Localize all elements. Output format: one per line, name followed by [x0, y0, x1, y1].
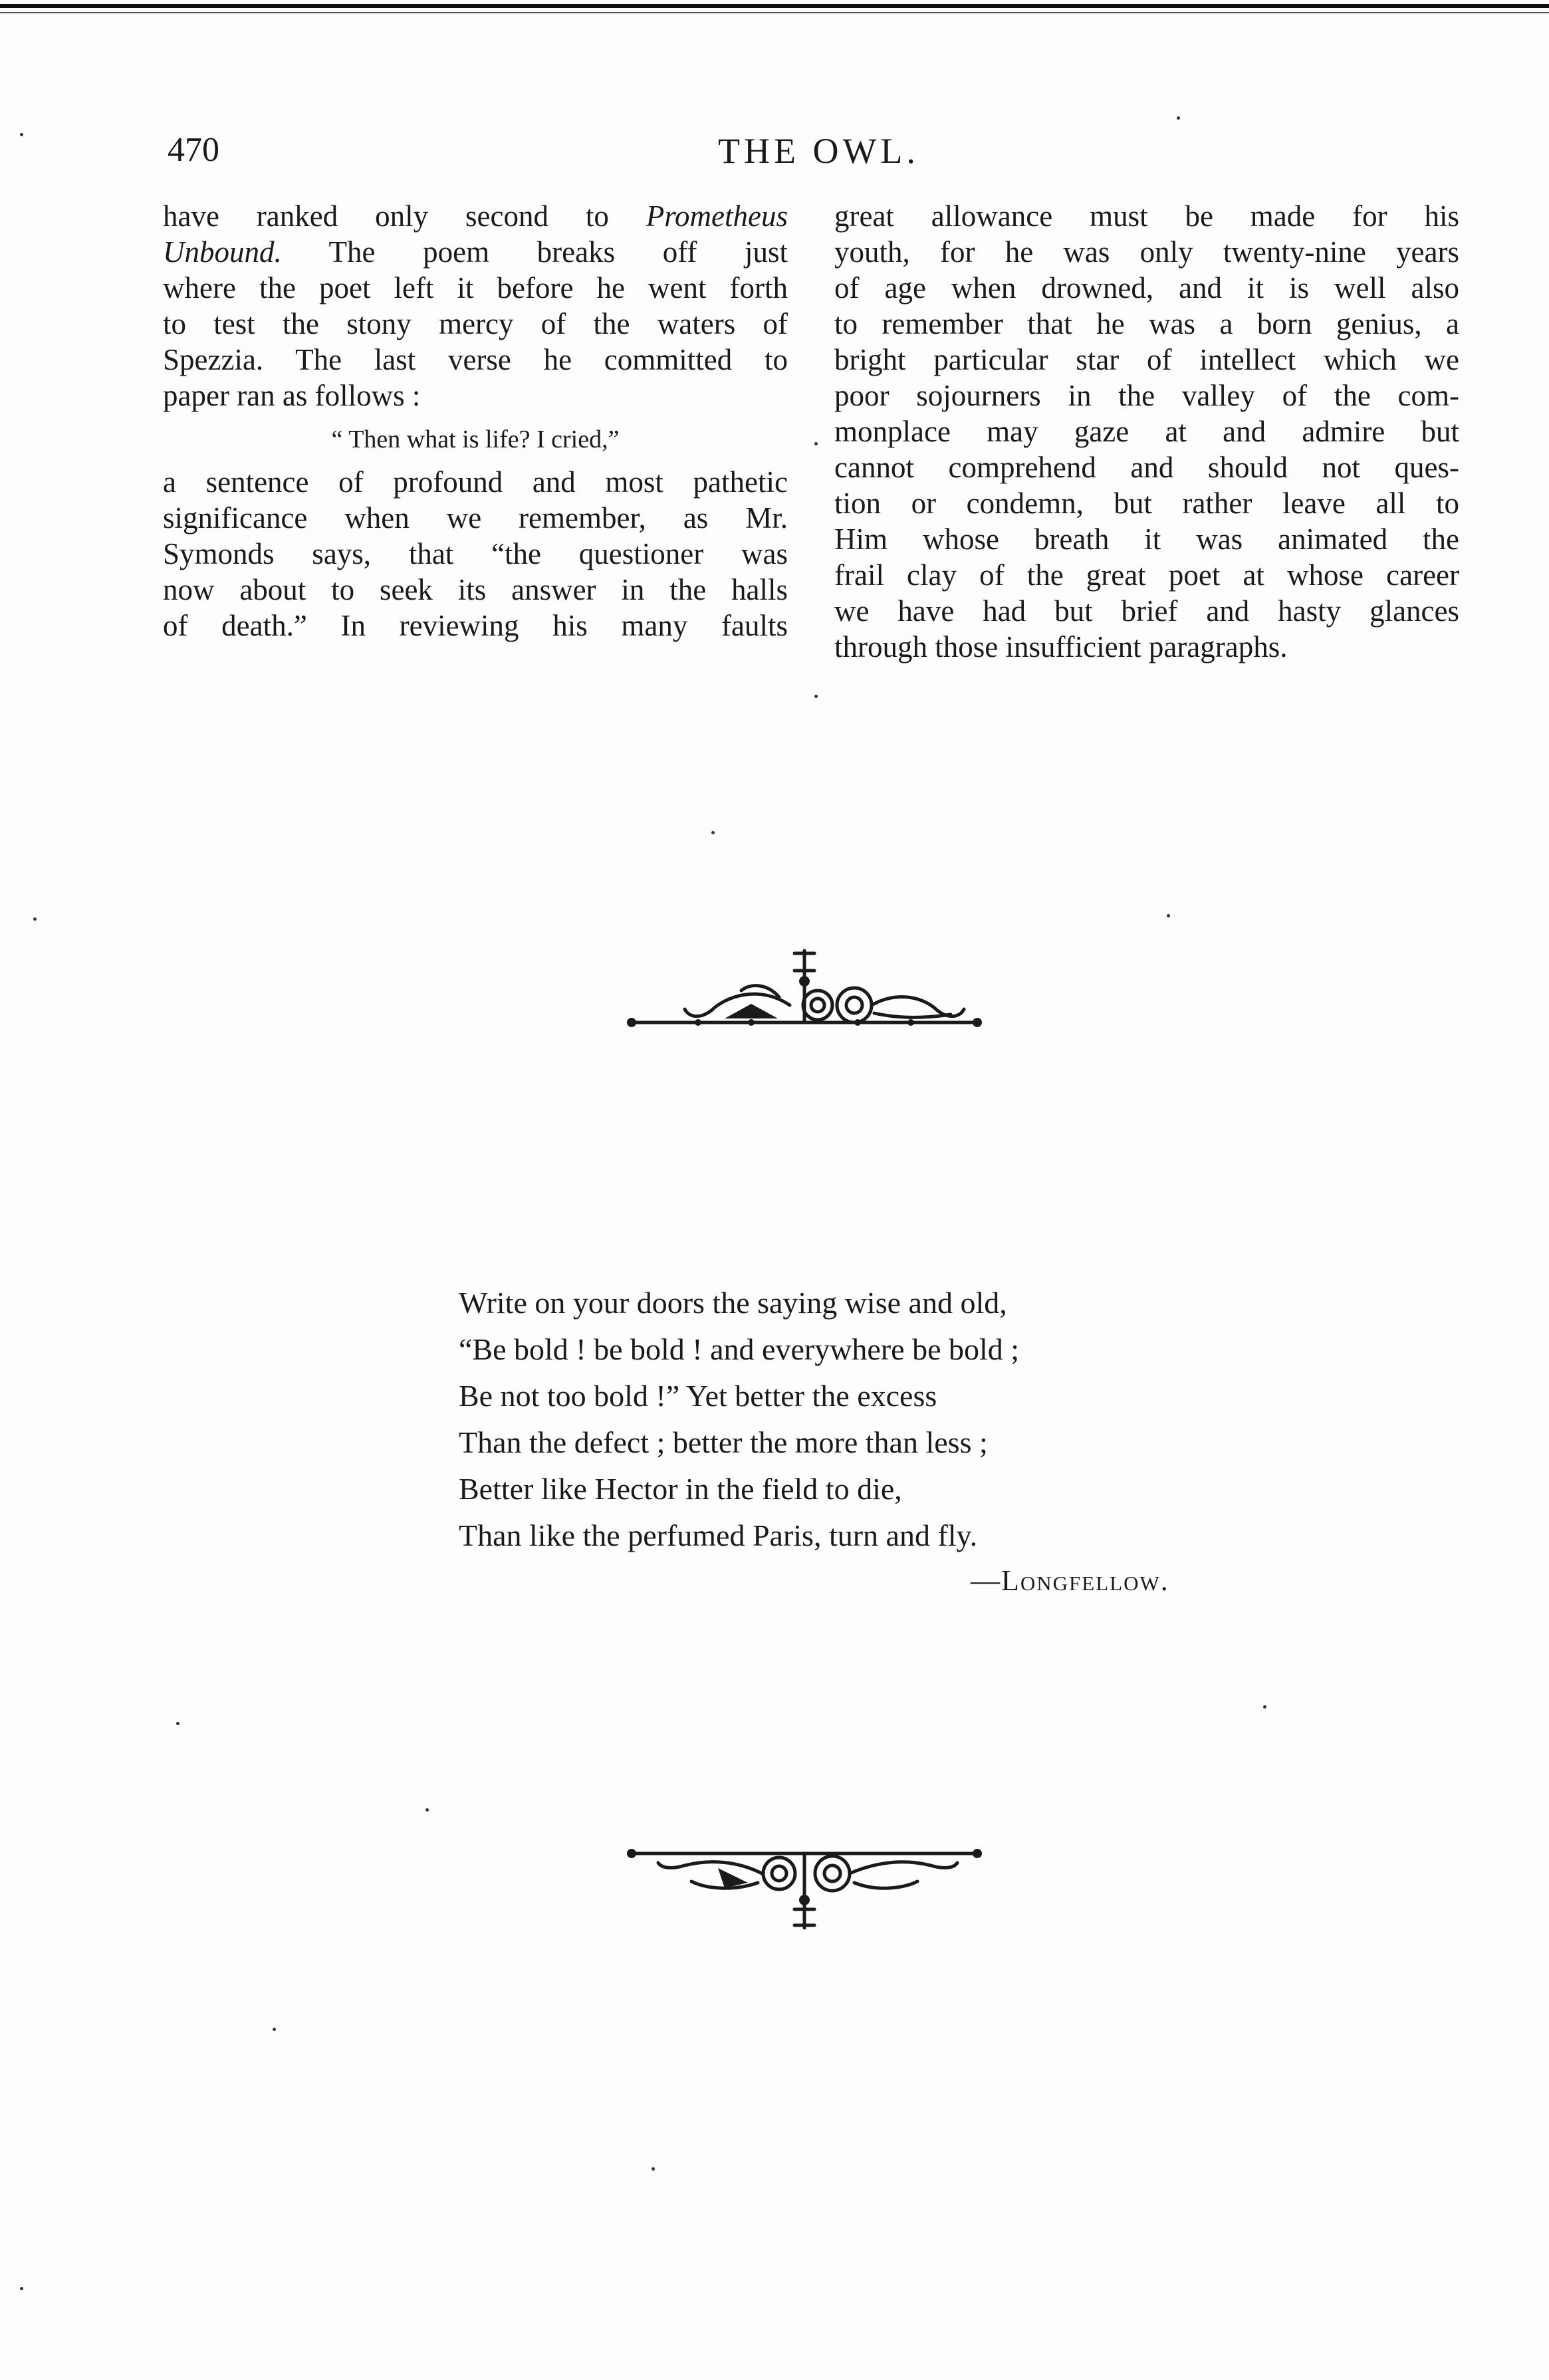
- scan-speck: [1167, 914, 1170, 917]
- top-border-rule-thin: [0, 12, 1549, 13]
- scan-speck: [176, 1722, 179, 1725]
- scan-speck: [20, 2287, 23, 2290]
- text-line: we have had but brief and hasty glances: [834, 594, 1459, 628]
- text-line: Symonds says, that “the questioner was: [163, 537, 788, 570]
- poem-line: Than the defect ; better the more than less ;: [459, 1425, 988, 1459]
- right-column: [834, 198, 1459, 665]
- scan-speck: [814, 695, 818, 698]
- scan-speck: [652, 2167, 655, 2171]
- paragraph-1-cont: [163, 234, 788, 270]
- text-line: have ranked only second to: [163, 199, 646, 233]
- block-quote: “ Then what is life? I cried,”: [331, 425, 620, 453]
- scroll-ornament-icon: [625, 1835, 984, 1935]
- text-line: through those insufficient paragraphs.: [834, 630, 1288, 663]
- text-line: youth, for he was only twenty-nine years: [834, 235, 1459, 269]
- poem-attribution: —Longfellow.: [971, 1564, 1169, 1597]
- text-line: paper ran as follows :: [163, 379, 421, 412]
- poem: [459, 1280, 1256, 1559]
- text-line: The poem breaks off just: [281, 235, 788, 269]
- scroll-ornament-icon: [625, 944, 984, 1044]
- text-line: Him whose breath it was animated the: [834, 523, 1459, 556]
- scan-speck: [1177, 116, 1180, 120]
- text-line: of death.” In reviewing his many faults: [163, 609, 788, 642]
- text-line: cannot comprehend and should not ques-: [834, 451, 1459, 484]
- text-line: to remember that he was a born genius, a: [834, 307, 1459, 340]
- text-line: significance when we remember, as Mr.: [163, 501, 788, 535]
- text-line: of age when drowned, and it is well also: [834, 271, 1459, 304]
- poem-line: Than like the perfumed Paris, turn and fly.: [459, 1518, 978, 1552]
- text-line: now about to seek its answer in the halls: [163, 573, 788, 606]
- paragraph-1: [163, 198, 788, 234]
- scan-speck: [814, 442, 818, 445]
- scan-speck: [33, 917, 37, 921]
- text-line: Spezzia. The last verse he committed to: [163, 343, 788, 376]
- text-line: frail clay of the great poet at whose career: [834, 558, 1459, 592]
- poem-line: Better like Hector in the field to die,: [459, 1472, 902, 1506]
- scan-speck: [711, 831, 715, 834]
- left-column: [163, 198, 788, 644]
- scan-speck: [20, 133, 23, 136]
- text-line: great allowance must be made for his: [834, 199, 1459, 233]
- text-line: monplace may gaze at and admire but: [834, 415, 1459, 448]
- scan-speck: [425, 1808, 429, 1812]
- scan-speck: [273, 2028, 276, 2031]
- italic-title: Unbound.: [163, 235, 282, 269]
- text-line: tion or condemn, but rather leave all to: [834, 487, 1459, 520]
- top-border-rule: [0, 4, 1549, 8]
- poem-line: Be not too bold !” Yet better the excess: [459, 1379, 937, 1413]
- poem-line: Write on your doors the saying wise and old,: [459, 1286, 1007, 1320]
- running-title: THE OWL.: [718, 131, 919, 171]
- text-line: bright particular star of intellect which we: [834, 343, 1459, 376]
- italic-title: Prometheus: [646, 199, 788, 233]
- text-line: to test the stony mercy of the waters of: [163, 307, 788, 340]
- page-number: 470: [168, 131, 219, 169]
- scan-speck: [1263, 1705, 1266, 1709]
- text-line: poor sojourners in the valley of the com-: [834, 379, 1459, 412]
- text-line: a sentence of profound and most pathetic: [163, 465, 788, 499]
- poem-line: “Be bold ! be bold ! and everywhere be bold ;: [459, 1332, 1020, 1366]
- text-line: where the poet left it before he went forth: [163, 271, 788, 304]
